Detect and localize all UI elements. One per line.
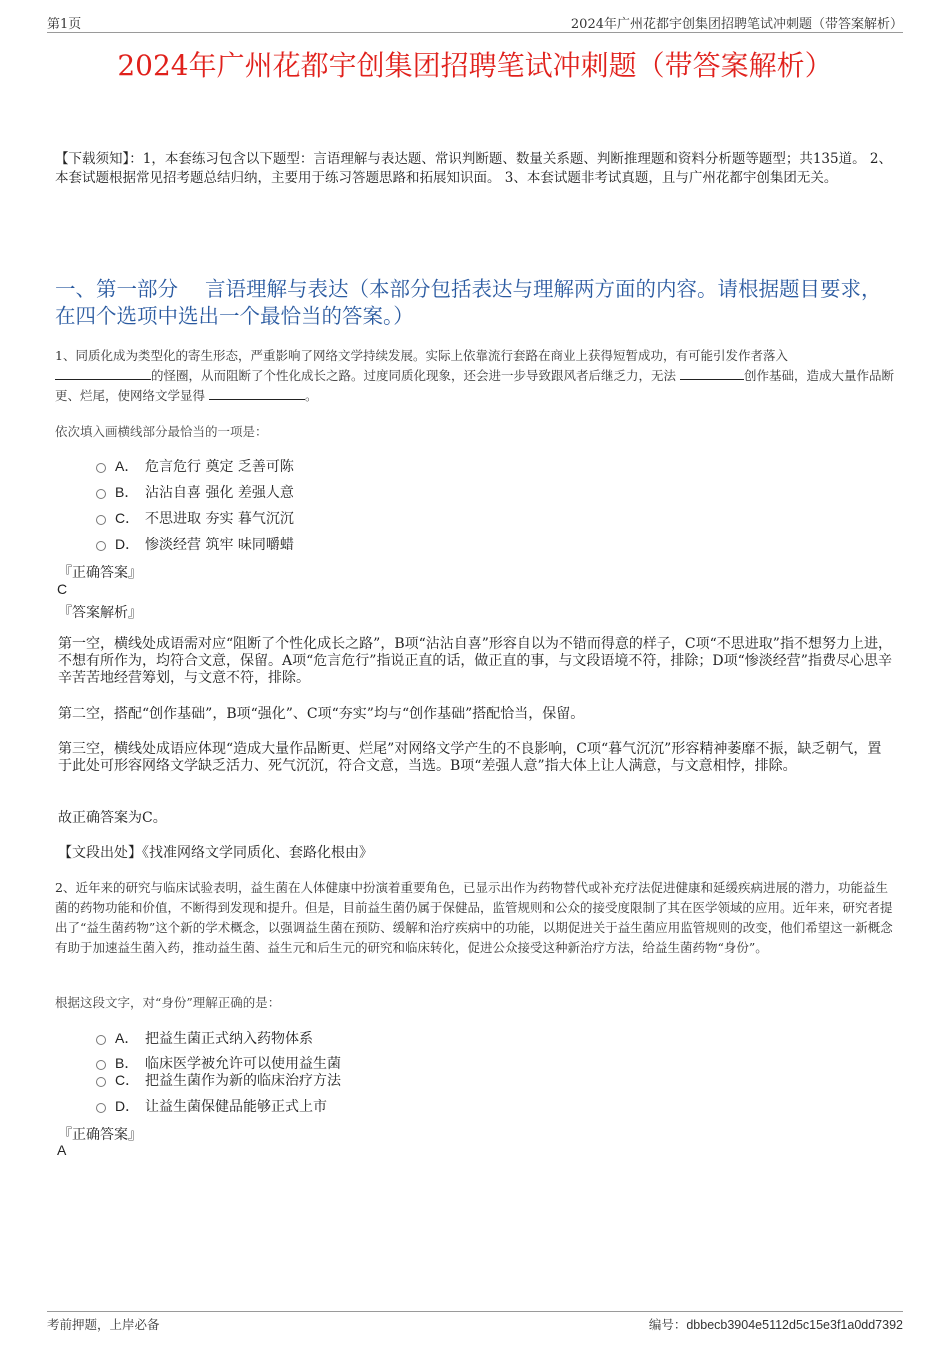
blank-1 <box>55 367 151 380</box>
radio-icon[interactable] <box>96 541 106 551</box>
question-1-answer-label: 『正确答案』 <box>58 565 142 581</box>
page-number: 第1页 <box>47 17 82 32</box>
blank-2 <box>680 367 744 380</box>
code-value: dbbecb3904e5112d5c15e3f1a0dd7392 <box>686 1318 903 1332</box>
download-notice: 【下载须知】：1，本套练习包含以下题型：言语理解与表达题、常识判断题、数量关系题、判断推理题和资料分析题等题型；共135道。 2、本套试题根据常见招考题总结归纳，主要用于练习答题思路和拓展知识面。 3、本套试题非考试真题，且与广州花都宇创集团无关。 <box>55 151 892 186</box>
question-2-prompt: 根据这段文字，对“身份”理解正确的是： <box>55 995 281 1010</box>
radio-icon[interactable] <box>96 463 106 473</box>
footer-divider <box>47 1311 903 1312</box>
document-code <box>649 1315 903 1333</box>
question-2-option-b[interactable]: B． 临床医学被允许可以使用益生菌 <box>96 1053 341 1073</box>
question-1-option-b[interactable]: B． 沾沾自喜 强化 差强人意 <box>96 482 294 502</box>
radio-icon[interactable] <box>96 489 106 499</box>
radio-icon[interactable] <box>96 1077 106 1087</box>
radio-icon[interactable] <box>96 1060 106 1070</box>
question-2-option-a[interactable]: A． 把益生菌正式纳入药物体系 <box>96 1028 313 1048</box>
question-2-option-c[interactable]: C． 把益生菌作为新的临床治疗方法 <box>96 1070 341 1090</box>
question-1-option-d[interactable]: D． 惨淡经营 筑牢 味同嚼蜡 <box>96 534 294 554</box>
analysis-paragraph: 第一空，横线处成语需对应“阻断了个性化成长之路”，B项“沾沾自喜”形容自以为不错而得意的样子，C项“不思进取”指不想努力上进，不想有所作为，均符合文意，保留。A项“危言危行”指说正直的话，做正直的事，与文段语境不符，排除；D项“惨淡经营”指费尽心思辛辛苦苦地经营筹划，与文意不符，排除。 <box>58 636 892 686</box>
question-1-text <box>55 346 895 406</box>
blank-3 <box>209 387 305 400</box>
footer-slogan: 考前押题，上岸必备 <box>47 1317 160 1332</box>
question-1-answer: C <box>57 581 68 597</box>
question-1-seg3: 创作基础，造成大量作品断更、烂尾，使网络文学显得 <box>55 368 895 403</box>
radio-icon[interactable] <box>96 515 106 525</box>
code-label: 编号： <box>648 1317 687 1332</box>
question-1-analysis-label: 『答案解析』 <box>58 605 142 621</box>
running-title: 2024年广州花都宇创集团招聘笔试冲刺题（带答案解析） <box>570 17 903 32</box>
analysis-paragraph: 第二空，搭配“创作基础”，B项“强化”、C项“夯实”均与“创作基础”搭配恰当，保留。 <box>58 706 585 722</box>
question-2-answer-label: 『正确答案』 <box>58 1127 142 1143</box>
section-heading: 一、第一部分 言语理解与表达（本部分包括表达与理解两方面的内容。请根据题目要求，在四个选项中选出一个最恰当的答案。） <box>55 277 882 328</box>
question-2-answer: A <box>57 1142 67 1158</box>
question-1-option-c[interactable]: C． 不思进取 夯实 暮气沉沉 <box>96 508 294 528</box>
radio-icon[interactable] <box>96 1103 106 1113</box>
header-divider <box>47 32 903 33</box>
question-1-option-a[interactable]: A． 危言危行 奠定 乏善可陈 <box>96 456 294 476</box>
question-1-seg2: 的怪圈，从而阻断了个性化成长之路。过度同质化现象，还会进一步导致跟风者后继乏力，无法 <box>151 368 677 383</box>
question-1-prompt: 依次填入画横线部分最恰当的一项是： <box>55 424 268 439</box>
source-citation: 【文段出处】《找准网络文学同质化、套路化根由》 <box>58 845 373 861</box>
question-1-seg4: 。 <box>305 388 318 403</box>
question-2-text: 2、近年来的研究与临床试验表明，益生菌在人体健康中扮演着重要角色，已显示出作为药物替代或补充疗法促进健康和延缓疾病进展的潜力，功能益生菌的药物功能和价值，不断得到发现和提升。但是，目前益生菌仍属于保健品，监管规则和公众的接受度限制了其在医学领域的应用。近年来，研究者提出了“益生菌药物”这个新的学术概念，以强调益生菌在预防、缓解和治疗疾病中的功能，以期促进关于益生菌应用监管规则的改变，他们希望这一新概念有助于加速益生菌入药，推动益生菌、益生元和后生元的研究和临床转化，促进公众接受这种新治疗方法，给益生菌药物“身份”。 <box>55 880 893 955</box>
document-title: 2024年广州花都宇创集团招聘笔试冲刺题（带答案解析） <box>117 49 833 82</box>
analysis-conclusion: 故正确答案为C。 <box>58 810 167 826</box>
question-2-option-d[interactable]: D． 让益生菌保健品能够正式上市 <box>96 1096 327 1116</box>
radio-icon[interactable] <box>96 1035 106 1045</box>
question-1-seg1: 1、同质化成为类型化的寄生形态，严重影响了网络文学持续发展。实际上依靠流行套路在商业上获得短暂成功，有可能引发作者落入 <box>55 348 788 363</box>
analysis-paragraph: 第三空，横线处成语应体现“造成大量作品断更、烂尾”对网络文学产生的不良影响，C项“暮气沉沉”形容精神萎靡不振，缺乏朝气，置于此处可形容网络文学缺乏活力、死气沉沉，符合文意，当选。B项“差强人意”指大体上让人满意，与文意相悖，排除。 <box>58 741 882 774</box>
